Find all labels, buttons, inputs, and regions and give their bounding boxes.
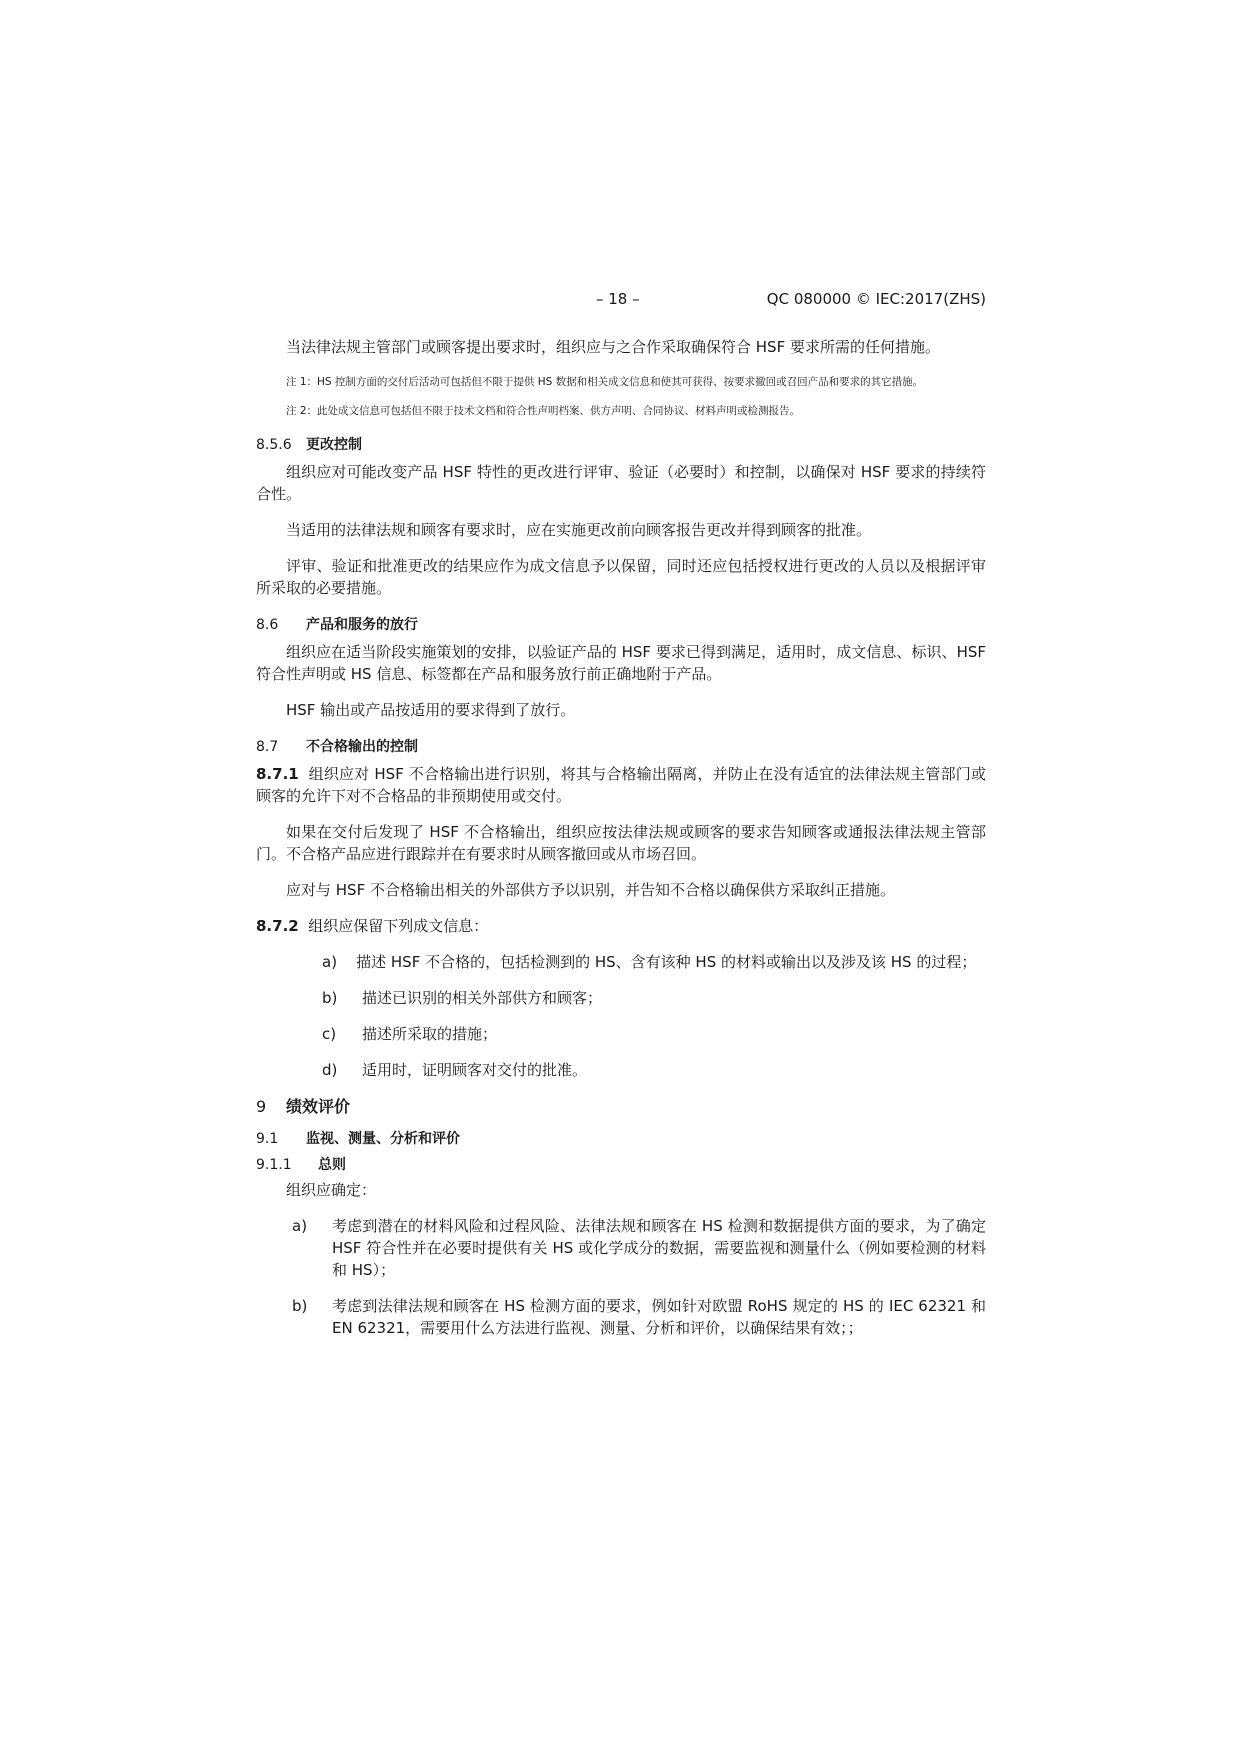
list-marker: d)	[322, 1061, 338, 1079]
paragraph: 当适用的法律法规和顾客有要求时，应在实施更改前向顾客报告更改并得到顾客的批准。	[286, 521, 872, 539]
section-title: 绩效评价	[286, 1097, 351, 1116]
section-number: 9.1	[256, 1131, 279, 1147]
list-item	[322, 987, 986, 1009]
list-item	[322, 1023, 986, 1045]
intro-paragraph: 当法律法规主管部门或顾客提出要求时，组织应与之合作采取确保符合 HSF 要求所需的任何措施。	[286, 338, 940, 356]
section-title: 总则	[318, 1157, 346, 1173]
section-8-7-heading	[256, 737, 986, 757]
clause-number: 8.7.2	[256, 917, 299, 935]
section-9-1-1-heading	[256, 1155, 986, 1175]
section-number: 9	[256, 1097, 267, 1116]
page-number: – 18 –	[596, 290, 640, 308]
section-title: 不合格输出的控制	[306, 739, 418, 755]
list-8-7-2	[256, 951, 986, 1081]
list-item	[322, 1059, 986, 1081]
section-number: 8.7	[256, 739, 279, 755]
clause-8-7-2	[256, 915, 986, 937]
list-text: 适用时，证明顾客对交付的批准。	[362, 1061, 588, 1079]
list-marker: a)	[292, 1217, 308, 1235]
section-number: 8.5.6	[256, 437, 292, 453]
list-text: 描述 HSF 不合格的，包括检测到的 HS、含有该种 HS 的材料或输出以及涉及该 HS 的过程；	[356, 953, 977, 971]
paragraph: HSF 输出或产品按适用的要求得到了放行。	[286, 701, 576, 719]
list-item	[292, 1215, 986, 1281]
list-marker: b)	[292, 1297, 308, 1315]
clause-8-7-1	[256, 763, 986, 807]
section-8-5-6-heading	[256, 435, 986, 455]
page-header	[256, 290, 986, 314]
section-title: 监视、测量、分析和评价	[306, 1131, 460, 1147]
list-marker: a)	[322, 953, 338, 971]
list-text: 考虑到潜在的材料风险和过程风险、法律法规和顾客在 HS 检测和数据提供方面的要求，为了确定 HSF 符合性并在必要时提供有关 HS 或化学成分的数据，需要监视和测量什么（例如要检测的材料和 HS）；	[332, 1217, 986, 1279]
section-9-heading	[256, 1097, 986, 1117]
list-item	[292, 1295, 986, 1339]
paragraph: 组织应对可能改变产品 HSF 特性的更改进行评审、验证（必要时）和控制，以确保对 HSF 要求的持续符合性。	[256, 463, 986, 503]
list-9-1-1	[256, 1215, 986, 1339]
list-marker: c)	[322, 1025, 337, 1043]
section-number: 8.6	[256, 617, 279, 633]
note-1: 注 1：HS 控制方面的交付后活动可包括但不限于提供 HS 数据和相关成文信息和使其可获得、按要求撤回或召回产品和要求的其它措施。	[286, 376, 924, 388]
clause-text: 组织应对 HSF 不合格输出进行识别，将其与合格输出隔离，并防止在没有适宜的法律法规主管部门或顾客的允许下对不合格品的非预期使用或交付。	[256, 765, 986, 805]
list-text: 描述所采取的措施；	[362, 1025, 498, 1043]
paragraph: 评审、验证和批准更改的结果应作为成文信息予以保留，同时还应包括授权进行更改的人员以及根据评审所采取的必要措施。	[256, 557, 986, 597]
section-9-1-heading	[256, 1129, 986, 1149]
list-item	[292, 951, 986, 973]
section-8-6-heading	[256, 615, 986, 635]
clause-number: 8.7.1	[256, 765, 299, 783]
paragraph: 组织应确定：	[286, 1181, 377, 1199]
page-body	[256, 336, 986, 1339]
paragraph: 应对与 HSF 不合格输出相关的外部供方予以识别，并告知不合格以确保供方采取纠正措施。	[286, 881, 895, 899]
list-text: 考虑到法律法规和顾客在 HS 检测方面的要求，例如针对欧盟 RoHS 规定的 HS 的 IEC 62321 和 EN 62321，需要用什么方法进行监视、测量、分析和评价，以确保结果有效；；	[332, 1297, 986, 1337]
list-marker: b)	[322, 989, 338, 1007]
paragraph: 如果在交付后发现了 HSF 不合格输出，组织应按法律法规或顾客的要求告知顾客或通报法律法规主管部门。不合格产品应进行跟踪并在有要求时从顾客撤回或从市场召回。	[256, 823, 986, 863]
note-2: 注 2：此处成文信息可包括但不限于技术文档和符合性声明档案、供方声明、合同协议、材料声明或检测报告。	[286, 405, 801, 417]
clause-text: 组织应保留下列成文信息：	[308, 917, 489, 935]
section-title: 更改控制	[306, 437, 362, 453]
section-number: 9.1.1	[256, 1157, 292, 1173]
standard-designation: QC 080000 © IEC:2017(ZHS)	[766, 290, 986, 308]
section-title: 产品和服务的放行	[306, 617, 418, 633]
list-text: 描述已识别的相关外部供方和顾客；	[362, 989, 603, 1007]
paragraph: 组织应在适当阶段实施策划的安排，以验证产品的 HSF 要求已得到满足，适用时，成文信息、标识、HSF 符合性声明或 HS 信息、标签都在产品和服务放行前正确地附于产品。	[256, 643, 986, 683]
